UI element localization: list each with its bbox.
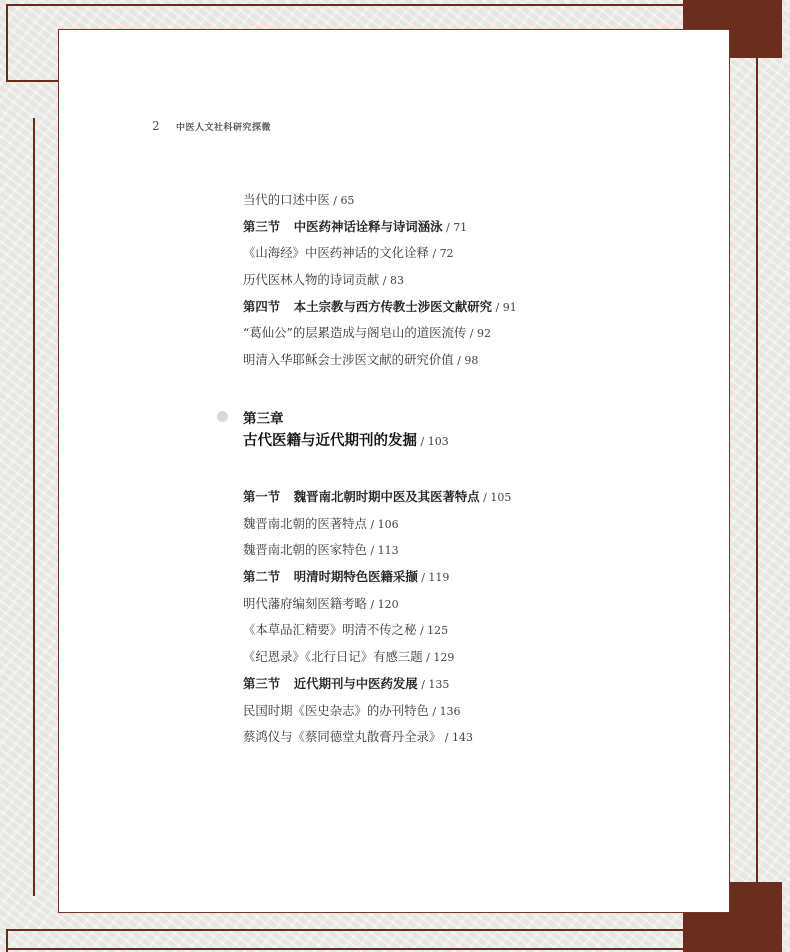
toc-page-number: 71 xyxy=(453,220,468,234)
toc-entry-title: 民国时期《医史杂志》的办刊特色 xyxy=(243,702,429,718)
toc-page-number: 136 xyxy=(439,704,461,718)
toc-page-ref: / 92 xyxy=(466,327,492,341)
toc-section-heading[interactable] xyxy=(243,214,683,241)
toc-page-ref: / 72 xyxy=(428,247,454,261)
book-title: 中医人文社科研究探微 xyxy=(176,123,272,133)
book-page xyxy=(58,29,730,913)
toc-entry[interactable] xyxy=(243,320,683,347)
toc-page-number: 91 xyxy=(502,300,517,314)
toc-page-number: 143 xyxy=(451,731,473,745)
toc-section-heading[interactable] xyxy=(243,564,683,591)
toc-entry-title: 明代藩府编刻医籍考略 xyxy=(243,595,367,611)
toc-page-number: 106 xyxy=(377,517,399,531)
toc-page-ref: / 105 xyxy=(479,491,512,504)
toc-section-label: 第一节 xyxy=(243,489,281,504)
toc-page-number: 113 xyxy=(377,544,399,558)
toc-page-ref: / 65 xyxy=(329,194,355,207)
frame-bottom-lower-line xyxy=(6,948,686,950)
toc-entry-title: 魏晋南北朝时期中医及其医著特点 xyxy=(293,489,480,504)
toc-page-ref: / 91 xyxy=(492,300,517,314)
frame-upper-left-horizontal xyxy=(6,80,58,82)
toc-entry-title: 本土宗教与西方传教士涉医文献研究 xyxy=(293,298,493,314)
toc-page-ref: / 83 xyxy=(379,274,404,288)
toc-entry-title: 近代期刊与中医药发展 xyxy=(293,675,418,691)
toc-entry[interactable] xyxy=(243,267,683,294)
toc-page-ref: / 98 xyxy=(453,354,479,368)
page-number: 2 xyxy=(152,119,160,133)
toc-section-heading[interactable] xyxy=(243,671,683,698)
frame-left-inner-vertical xyxy=(33,118,35,896)
toc-entry-title: 蔡鸿仪与《蔡同德堂丸散膏丹全录》 xyxy=(243,729,442,745)
toc-section-label: 第二节 xyxy=(243,569,281,585)
toc-page-ref: / 113 xyxy=(366,544,399,558)
toc-section-heading[interactable] xyxy=(243,294,683,321)
toc-page-number: 135 xyxy=(428,677,450,691)
toc-section-heading[interactable] xyxy=(243,484,683,511)
toc-entry-title: 当代的口述中医 xyxy=(243,192,330,207)
chapter-title: 古代医籍与近代期刊的发掘 xyxy=(243,432,417,449)
toc-page-number: 125 xyxy=(427,624,449,638)
frame-top-line xyxy=(6,4,686,6)
toc-entry[interactable] xyxy=(243,537,683,564)
toc-page-ref: / 120 xyxy=(366,597,399,611)
toc-entry[interactable] xyxy=(243,187,683,214)
toc-section-label: 第三节 xyxy=(243,218,281,234)
toc-page-number: 65 xyxy=(340,194,355,207)
chapter-number: 第三章 xyxy=(243,411,284,427)
toc-entry-title: 魏晋南北朝的医著特点 xyxy=(243,515,367,531)
toc-entry-title: 明清时期特色医籍采撷 xyxy=(293,569,418,585)
chapter-page-ref: / 103 xyxy=(417,435,449,448)
toc-section-label: 第三节 xyxy=(243,675,281,691)
toc-entry-title: 魏晋南北朝的医家特色 xyxy=(243,542,367,558)
frame-bottom-line xyxy=(6,929,686,931)
toc-page-ref: / 129 xyxy=(422,651,455,665)
toc-page-ref: / 143 xyxy=(441,731,473,745)
toc-entry[interactable] xyxy=(243,347,683,374)
toc-page-number: 105 xyxy=(490,491,512,504)
toc-entry-title: 中医药神话诠释与诗词涵泳 xyxy=(293,218,443,234)
toc-entry-title: 《本草品汇精要》明清不传之秘 xyxy=(243,622,417,638)
toc-page-number: 129 xyxy=(433,651,455,665)
toc-entry[interactable] xyxy=(243,724,683,751)
toc-entry-title: 明清入华耶稣会士涉医文献的研究价值 xyxy=(243,352,454,368)
toc-page-number: 119 xyxy=(428,571,450,585)
toc-page-number: 83 xyxy=(390,274,404,288)
toc-entry[interactable] xyxy=(243,698,683,725)
toc-section-label: 第四节 xyxy=(243,298,281,314)
toc-page-ref: / 106 xyxy=(366,517,399,531)
toc-page-ref: / 119 xyxy=(417,571,450,585)
chapter-title-line[interactable] xyxy=(243,429,449,450)
chapter-bullet-icon xyxy=(217,411,228,422)
toc-page-number: 92 xyxy=(477,327,492,341)
toc-page-ref: / 136 xyxy=(428,704,461,718)
toc-entry-title: “葛仙公”的层累造成与阁皂山的道医流传 xyxy=(243,325,467,341)
toc-list-part1 xyxy=(243,187,683,374)
toc-page-number: 98 xyxy=(464,354,479,368)
toc-entry[interactable] xyxy=(243,644,683,671)
toc-entry[interactable] xyxy=(243,617,683,644)
toc-page-ref: / 135 xyxy=(417,677,450,691)
toc-entry[interactable] xyxy=(243,511,683,538)
toc-page-number: 120 xyxy=(377,597,399,611)
toc-page-ref: / 71 xyxy=(442,220,468,234)
toc-page-ref: / 125 xyxy=(416,624,449,638)
toc-entry[interactable] xyxy=(243,591,683,618)
toc-entry-title: 历代医林人物的诗词贡献 xyxy=(243,272,380,288)
frame-right-inner-vertical xyxy=(756,58,758,882)
toc-page-number: 72 xyxy=(439,247,454,261)
toc-list-part2 xyxy=(243,484,683,751)
toc-entry-title: 《山海经》中医药神话的文化诠释 xyxy=(243,245,429,261)
toc-entry-title: 《纪恩录》《北行日记》有感三题 xyxy=(243,649,423,665)
frame-left-line xyxy=(6,4,8,82)
toc-entry[interactable] xyxy=(243,240,683,267)
page-header xyxy=(152,119,271,133)
